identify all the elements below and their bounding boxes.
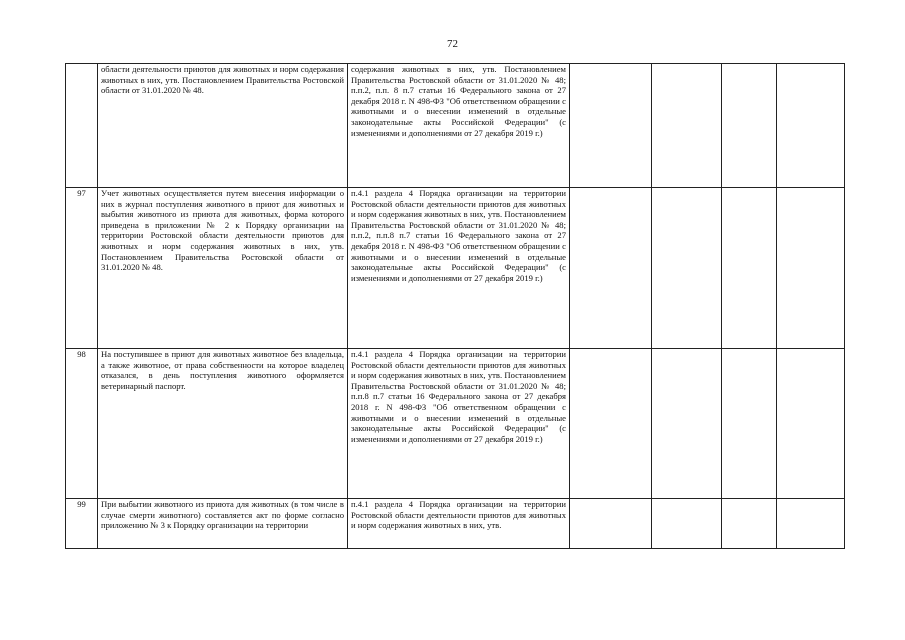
row-number: 99 — [66, 499, 98, 549]
empty-cell — [777, 188, 845, 349]
empty-cell — [570, 64, 652, 188]
empty-cell — [722, 188, 777, 349]
row-number — [66, 64, 98, 188]
page-number: 72 — [447, 38, 458, 50]
empty-cell — [722, 499, 777, 549]
table-row — [66, 188, 845, 349]
row-number: 97 — [66, 188, 98, 349]
empty-cell — [722, 349, 777, 499]
empty-cell — [652, 188, 722, 349]
empty-cell — [722, 64, 777, 188]
empty-cell — [652, 349, 722, 499]
requirement-text: области деятельности приютов для животных и норм содержания животных в них, утв. Постановлением Правительства Ростовской области от 31.01.2020 № 48. — [98, 64, 348, 188]
empty-cell — [570, 188, 652, 349]
table-row — [66, 64, 845, 188]
requirements-table — [65, 63, 845, 549]
empty-cell — [570, 499, 652, 549]
requirement-text: Учет животных осуществляется путем внесения информации о них в журнал поступления животного в приют для животных и выбытия животного из приюта для животных, форма которого приведена в приложении № 2 к Порядку организации на территории Ростовской области деятельности приютов для животных и норм содержания животных в них, утв. Постановлением Правительства Ростовской области от 31.01.2020 № 48. — [98, 188, 348, 349]
row-number: 98 — [66, 349, 98, 499]
empty-cell — [777, 349, 845, 499]
empty-cell — [652, 64, 722, 188]
requirement-text: На поступившее в приют для животных животное без владельца, а также животное, от права собственности на которое владелец отказался, в день поступления животного оформляется ветеринарный паспорт. — [98, 349, 348, 499]
legal-basis-text: содержания животных в них, утв. Постановлением Правительства Ростовской области от 31.01.2020 № 48; п.п.2, п.п. 8 п.7 статьи 16 Федерального закона от 27 декабря 2018 г. N 498-ФЗ "Об ответственном обращении с животными и о внесении изменений в отдельные законодательные акты Российской Федерации" (с изменениями и дополнениями от 27 декабря 2019 г.) — [348, 64, 570, 188]
legal-basis-text: п.4.1 раздела 4 Порядка организации на территории Ростовской области деятельности приютов для животных и норм содержания животных в них, утв. Постановлением Правительства Ростовской области от 31.01.2020 № 48; п.п.2, п.п.8 п.7 статьи 16 Федерального закона от 27 декабря 2018 г. N 498-ФЗ "Об ответственном обращении с животными и о внесении изменений в отдельные законодательные акты Российской Федерации" (с изменениями и дополнениями от 27 декабря 2019 г.) — [348, 188, 570, 349]
empty-cell — [777, 64, 845, 188]
requirement-text: При выбытии животного из приюта для животных (в том числе в случае смерти животного) составляется акт по форме согласно приложению № 3 к Порядку организации на территории — [98, 499, 348, 549]
empty-cell — [652, 499, 722, 549]
legal-basis-text: п.4.1 раздела 4 Порядка организации на территории Ростовской области деятельности приютов для животных и норм содержания животных в них, утв. — [348, 499, 570, 549]
empty-cell — [777, 499, 845, 549]
empty-cell — [570, 349, 652, 499]
legal-basis-text: п.4.1 раздела 4 Порядка организации на территории Ростовской области деятельности приютов для животных и норм содержания животных в них, утв. Постановлением Правительства Ростовской области от 31.01.2020 № 48; п.п.8 п.7 статьи 16 Федерального закона от 27 декабря 2018 г. N 498-ФЗ "Об ответственном обращении с животными и о внесении изменений в отдельные законодательные акты Российской Федерации" (с изменениями и дополнениями от 27 декабря 2019 г.) — [348, 349, 570, 499]
table-row — [66, 499, 845, 549]
table-row — [66, 349, 845, 499]
